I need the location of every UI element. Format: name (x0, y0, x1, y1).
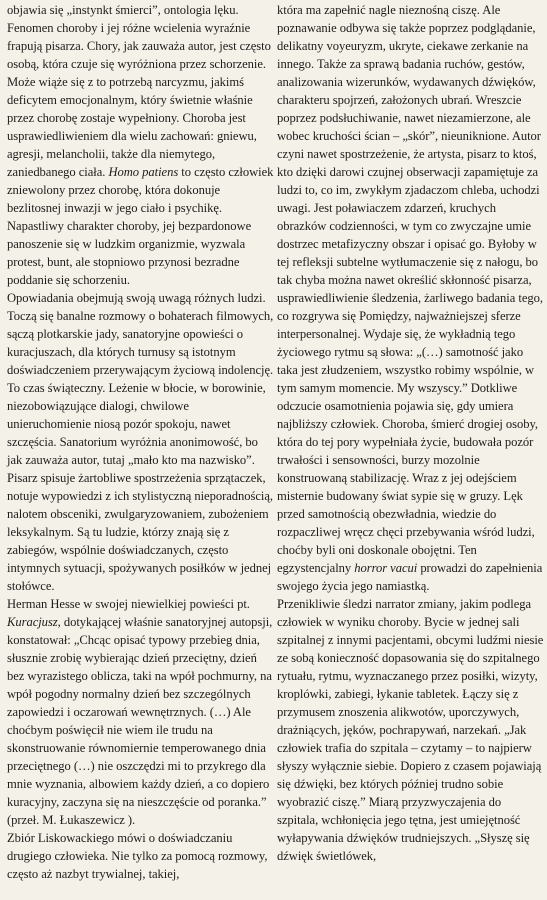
text-span: Herman Hesse w swojej niewielkiej powieści pt. (7, 597, 250, 611)
italic-title: Kuracjusz (7, 615, 58, 629)
paragraph: Zbiór Liskowackiego mówi o doświadczaniu drugiego człowieka. Nie tylko za pomocą rozmowy, często aż nazbyt trywialnej, takiej, (7, 831, 268, 881)
italic-term: Homo patiens (108, 165, 179, 179)
text-span: która ma zapełnić nagle nieznośną ciszę. Ale poznawanie odbywa się także poprzez podglądanie, delikatny voyeuryzm, ukryte, ciekawe zerkanie na innego. Także za sprawą badania ruchów, gestów, analizowania wizerunków, wydawanych dźwięków, charakteru spojrzeń, założonych ubrań. Wreszcie poprzez podsłuchiwanie, nawet niezamierzone, ale wobec kruchości ścian – „skór”, nieuniknione. Autor czyni nawet spostrzeżenie, że artysta, pisarz to ktoś, kto dzięki darowi czujnej obserwacji zapamiętuje za ludzi to, co im, zwykłym zjadaczom chleba, uchodzi uwagi. Jest poławiaczem zdarzeń, kruchych obrazków codzienności, w tym co zwyczajne umie dostrzec metafizyczny obszar i opisać go. Byłoby w tej refleksji subtelne wytłumaczenie się z nałogu, bo tak chyba można nawet określić skłonność pisarza, usprawiedliwienie śledzenia, żarliwego badania tego, co rozgrywa się Pomiędzy, najważniejszej sferze interpersonalnej. Wydaje się, że wykładnią tego życiowego rytmu są słowa: „(…) samotność jako taka jest złudzeniem, wszystko robimy wspólnie, w tym samym momencie. My wszyscy.” Dotkliwe odczucie osamotnienia pojawia się, gdy umiera najbliższy człowiek. Choroba, śmierć drogiej osoby, która do tej pory wypełniała życie, budowała pozór trwałości i sensowności, burzy mozolnie konstruowaną stabilizację. Wraz z jej odejściem misternie budowany świat sypie się w gruzy. Lęk przed samotnością obezwładnia, wiedzie do rozpaczliwej wręcz chęci przebywania wśród ludzi, choćby byli oni doskonale obojętni. Ten egzystencjalny (277, 3, 543, 575)
paragraph: Opowiadania obejmują swoją uwagą różnych ludzi. Toczą się banalne rozmowy o bohaterach filmowych, sączą plotkarskie jady, sanatoryjne opowieści o kuracjuszach, dla których turnusy są istotnym doświadczeniem przerywającym życiową indolencję. To czas świąteczny. Leżenie w błocie, w borowinie, niezobowiązujące dialogi, chwilowe unieruchomienie niosą pozór spokoju, nawet szczęścia. Sanatorium wyróżnia anonimowość, bo jak zauważa autor, tutaj „mało kto ma nazwisko”. Pisarz spisuje żartobliwe spostrzeżenia sprzątaczek, notuje wypowiedzi z ich stylistyczną nieporadnością, nalotem obsceniki, zwulgaryzowaniem, zubożeniem leksykalnym. Są tu ludzie, którzy znają się z zabiegów, wspólnie doświadczanych, często intymnych sytuacji, spożywanych posiłków w jednej stołówce. (7, 291, 274, 593)
text-span: , dotykającej właśnie sanatoryjnej autopsji, konstatował: „Chcąc opisać typowy przebieg dnia, słusznie zrobię wybierając dzień przeciętny, dzień bez wyrazistego oblicza, taki na wpół pochmurny, na wpół pogodny normalny dzień bez szczególnych zapowiedzi i oczarowań wewnętrznych. (…) Ale choćbym poświęcił nie wiem ile trudu na skonstruowanie równomiernie temperowanego dnia przeciętnego (…) nie oszczędzi mi to przykrego dla mnie wyznania, albowiem każdy dzień, a co dopiero kuracyjny, zaczyna się na nieszczęście od poranka.” (przeł. M. Łukaszewicz ). (7, 615, 273, 827)
italic-term: horror vacui (354, 561, 418, 575)
text-column-right (277, 1, 545, 900)
text-span: prowadzi do zapełnienia swojego życia jego namiastką. (277, 561, 543, 593)
text-span: objawia się „instynkt śmierci”, ontologia lęku. Fenomen choroby i jej różne wcielenia wyraźnie frapują pisarza. Chory, jak zauważa autor, jest często osobą, która czuje się wyróżniona przez schorzenie. Może wiąże się z to potrzebą narcyzmu, jakimś deficytem emocjonalnym, który świetnie właśnie przez chorobę zostaje wypełniony. Choroba jest usprawiedliwieniem dla wielu zachowań: gniewu, agresji, melancholii, także dla niemytego, zaniedbanego ciała. (7, 3, 271, 179)
text-span: to często człowiek zniewolony przez chorobę, która dokonuje bezlitosnej inwazji w jego ciało i psychikę. Napastliwy charakter choroby, jej bezpardonowe panoszenie się w ludzkim organizmie, wyzwala protest, bunt, ale stopniowo przynosi bezradne poddanie się schorzeniu. (7, 165, 274, 287)
text-column-left (7, 1, 275, 900)
paragraph (7, 1, 275, 289)
paragraph (277, 1, 545, 595)
paragraph: Przenikliwie śledzi narrator zmiany, jakim podlega człowiek w wyniku choroby. Bycie w jednej sali szpitalnej z innymi pacjentami, obcymi ludźmi niesie ze sobą konieczność dopasowania się do szpitalnego rytuału, rytmu, wyznaczanego przez posiłki, wizyty, kroplówki, zabiegi, łykanie tabletek. Łączy się z przymusem znoszenia alikwotów, uporczywych, drażniących, jęków, pochrapywań, narzekań. „Jak człowiek trafia do szpitala – czytamy – to najpierw słyszy wyłącznie siebie. Dopiero z czasem pojawiają się dźwięki, bez których później trudno sobie wyobrazić ciszę.” Miarą przyzwyczajenia do szpitala, wchłonięcia jego tętna, jest umiejętność wyłapywania dźwięków trudniejszych. „Słyszę się dźwięk świetlówek, (277, 597, 544, 863)
paragraph (7, 595, 275, 829)
